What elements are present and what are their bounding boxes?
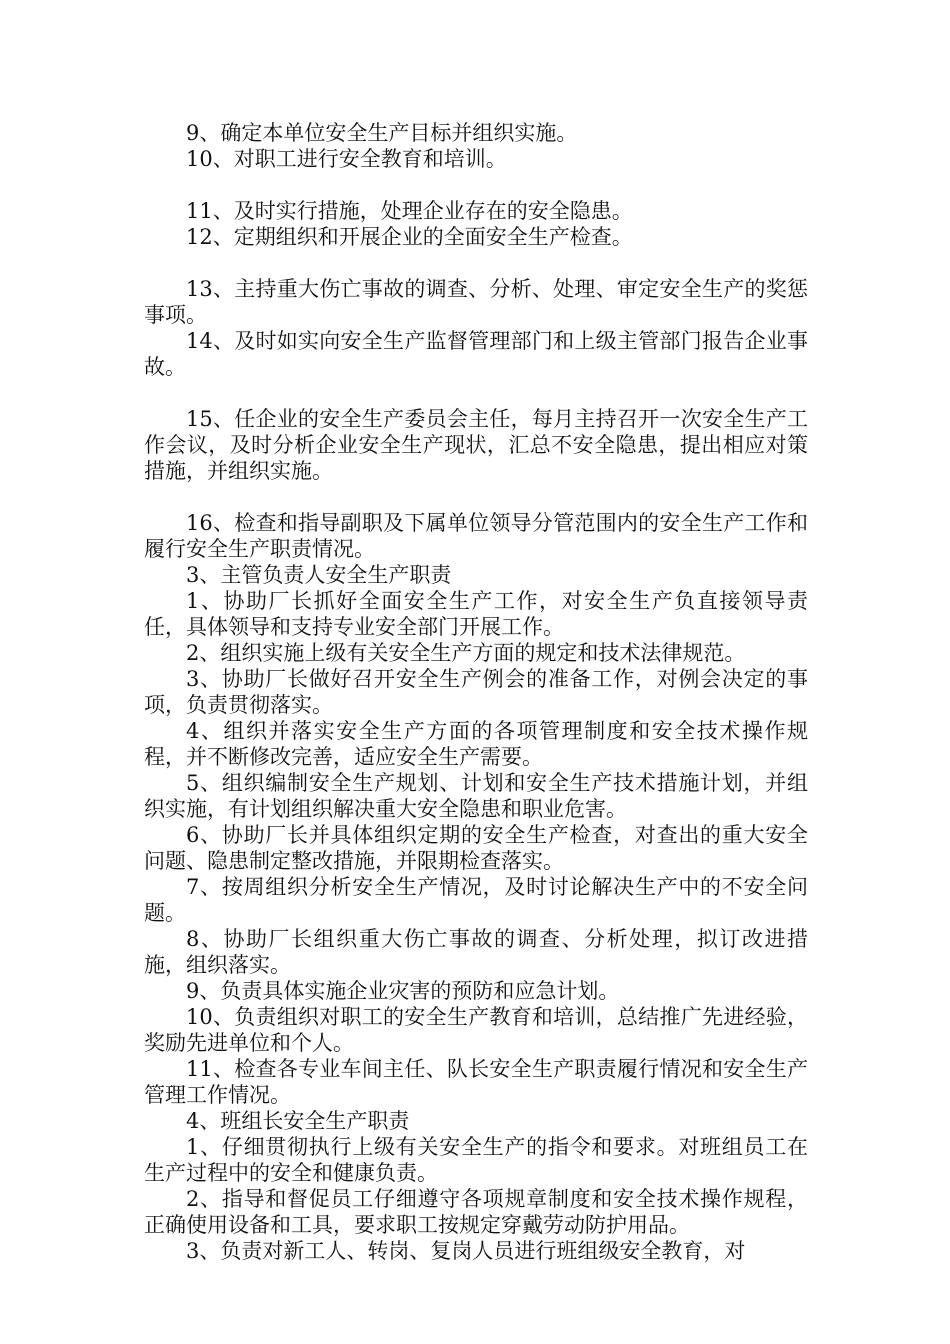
section-heading: 3、主管负责人安全生产职责 <box>186 563 452 587</box>
paragraph: 3、负责对新工人、转岗、复岗人员进行班组级安全教育，对 <box>186 1239 746 1263</box>
paragraph: 2、组织实施上级有关安全生产方面的规定和技术法律规范。 <box>186 641 746 665</box>
paragraph: 15、任企业的安全生产委员会主任，每月主持召开一次安全生产工作会议，及时分析企业安全生产现状，汇总不安全隐患，提出相应对策措施，并组织实施。 <box>144 407 808 483</box>
paragraph: 4、组织并落实安全生产方面的各项管理制度和安全技术操作规程，并不断修改完善，适应安全生产需要。 <box>144 719 808 769</box>
paragraph: 16、检查和指导副职及下属单位领导分管范围内的安全生产工作和履行安全生产职责情况。 <box>144 511 808 561</box>
paragraph: 12、定期组织和开展企业的全面安全生产检查。 <box>186 225 633 249</box>
paragraph: 3、协助厂长做好召开安全生产例会的准备工作，对例会决定的事项，负责贯彻落实。 <box>144 667 808 717</box>
paragraph: 1、协助厂长抓好全面安全生产工作，对安全生产负直接领导责任，具体领导和支持专业安全部门开展工作。 <box>144 589 808 639</box>
document-body <box>144 120 808 1264</box>
paragraph: 5、组织编制安全生产规划、计划和安全生产技术措施计划，并组织实施，有计划组织解决重大安全隐患和职业危害。 <box>144 771 808 821</box>
paragraph: 2、指导和督促员工仔细遵守各项规章制度和安全技术操作规程，正确使用设备和工具，要求职工按规定穿戴劳动防护用品。 <box>144 1187 808 1237</box>
paragraph: 10、负责组织对职工的安全生产教育和培训，总结推广先进经验，奖励先进单位和个人。 <box>144 1005 808 1055</box>
paragraph: 14、及时如实向安全生产监督管理部门和上级主管部门报告企业事故。 <box>144 329 808 379</box>
paragraph: 13、主持重大伤亡事故的调查、分析、处理、审定安全生产的奖惩事项。 <box>144 277 808 327</box>
paragraph: 11、及时实行措施，处理企业存在的安全隐患。 <box>186 199 633 223</box>
paragraph: 11、检查各专业车间主任、队长安全生产职责履行情况和安全生产管理工作情况。 <box>144 1057 808 1107</box>
section-heading: 4、班组长安全生产职责 <box>186 1109 410 1133</box>
paragraph: 10、对职工进行安全教育和培训。 <box>186 147 507 171</box>
paragraph: 9、确定本单位安全生产目标并组织实施。 <box>186 121 578 145</box>
paragraph: 9、负责具体实施企业灾害的预防和应急计划。 <box>186 979 620 1003</box>
paragraph: 6、协助厂长并具体组织定期的安全生产检查，对查出的重大安全问题、隐患制定整改措施，并限期检查落实。 <box>144 823 808 873</box>
paragraph: 1、仔细贯彻执行上级有关安全生产的指令和要求。对班组员工在生产过程中的安全和健康负责。 <box>144 1135 808 1185</box>
paragraph: 7、按周组织分析安全生产情况，及时讨论解决生产中的不安全问题。 <box>144 875 808 925</box>
paragraph: 8、协助厂长组织重大伤亡事故的调查、分析处理，拟订改进措施，组织落实。 <box>144 927 808 977</box>
